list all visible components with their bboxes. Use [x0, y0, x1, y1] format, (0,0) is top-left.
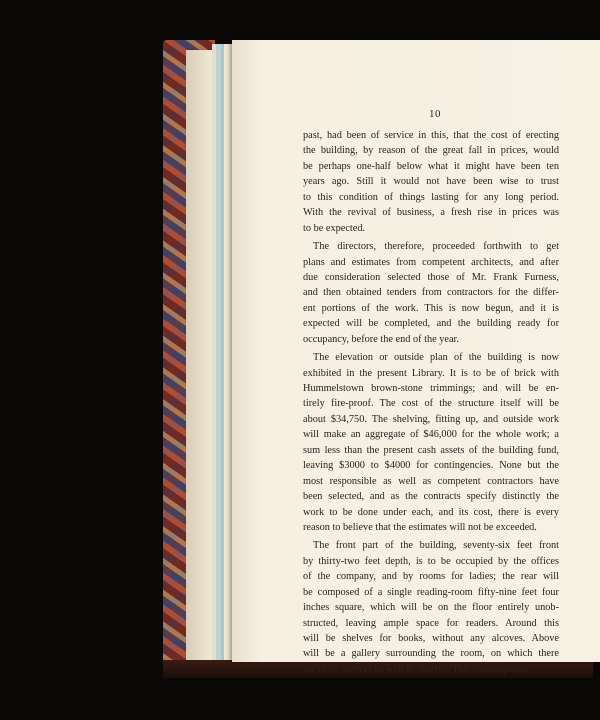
paragraph [303, 538, 559, 677]
text-line: The elevation or outside plan of the building is now [313, 352, 559, 364]
text-line: been selected, and as the contracts specify distinctly the [303, 491, 559, 503]
text-line: exhibited in the present Library. It is to be of brick with [303, 367, 559, 379]
paragraph [303, 239, 559, 347]
text-line: expected will be completed, and the building ready for [303, 318, 559, 330]
text-line: Hummelstown brown-stone trimmings; and will be en- [303, 383, 559, 394]
text-line: due consideration selected those of Mr. Frank Furness, [303, 271, 559, 283]
text-line: With the revival of business, a fresh rise in prices was [303, 207, 559, 219]
text-line: to be expected. [303, 222, 366, 234]
text-line: inches square, which will be on the floor entirely unob- [303, 602, 559, 614]
page-edges [212, 44, 232, 664]
text-line: sum less than the present cash assets of the building fund, [303, 444, 559, 456]
text-line: are to be alcoves as well as shelves. This contemplates [303, 663, 528, 675]
text-line: be composed of a single reading-room fifty-nine feet four [303, 586, 559, 598]
text-line: reason to believe that the estimates will not be exceeded. [303, 521, 537, 533]
text-line: leaving $3000 to $4000 for contingencies. None but the [303, 460, 559, 472]
paragraph [303, 128, 559, 236]
text-line: will make an aggregate of $46,000 for the whole work; a [303, 429, 559, 441]
text-line: The directors, therefore, proceeded forthwith to get [313, 241, 559, 253]
text-line: occupancy, before the end of the year. [303, 333, 459, 345]
text-line: years ago. Still it would not have been wise to trust [303, 176, 559, 188]
text-line: to this condition of things lasting for any long period. [303, 191, 559, 203]
text-line: will be shelves for books, without any alcoves. Above [303, 633, 559, 644]
text-line: work to be done under each, and its cost, there is every [303, 506, 559, 518]
text-line: by thirty-two feet depth, is to be occupied by the offices [303, 555, 559, 567]
text-line: most responsible as well as competent contractors have [303, 475, 559, 487]
text-line: structed, leaving ample space for readers. Around this [303, 617, 559, 629]
text-line: will be a gallery surrounding the room, on which there [303, 648, 559, 660]
text-line: ent portions of the work. This is now begun, and it is [303, 302, 559, 314]
body-text [303, 128, 559, 680]
text-line: about $34,750. The shelving, fitting up, and outside work [303, 413, 559, 425]
text-line: and then obtained tenders from contractors for the differ- [303, 287, 559, 299]
text-line: the building, by reason of the great fall in prices, would [303, 145, 559, 157]
text-line: be perhaps one-half below what it might have been ten [303, 160, 559, 172]
page-number: 10 [429, 108, 441, 120]
text-line: plans and estimates from competent architects, and after [303, 256, 559, 268]
text-line: The front part of the building, seventy-six feet front [313, 540, 559, 552]
flyleaf [186, 50, 212, 662]
text-line: of the company, and by rooms for ladies; the rear will [303, 571, 559, 583]
text-line: past, had been of service in this, that the cost of erecting [303, 130, 559, 141]
paragraph [303, 350, 559, 535]
text-line: tirely fire-proof. The cost of the structure itself will be [303, 398, 559, 410]
